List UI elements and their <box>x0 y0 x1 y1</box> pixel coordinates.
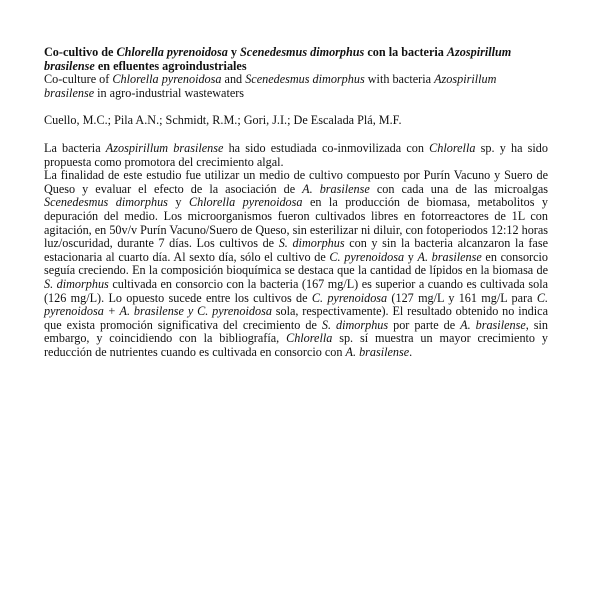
authors-line: Cuello, M.C.; Pila A.N.; Schmidt, R.M.; Gori, J.I.; De Escalada Plá, M.F. <box>44 113 402 128</box>
spacer <box>44 100 548 114</box>
title-spanish: Co-cultivo de Chlorella pyrenoidosa y Scenedesmus dimorphus con la bacteria Azospirillum brasilense en efluentes agroindustriales <box>44 45 512 73</box>
document-page <box>44 46 548 359</box>
abstract-paragraph-2: La finalidad de este estudio fue utilizar un medio de cultivo compuesto por Purín Vacuno y Suero de Queso y evaluar el efecto de la asociación de A. brasilense con cada una de las microalgas Scenedesmus dimorphus y Chlorella pyrenoidosa en la producción de biomasa, metabolitos y depuración del medio. Los microorganismos fueron cultivados libres en fotorreactores de 1L con agitación, en 50v/v Purín Vacuno/Suero de Queso, sin esterilizar ni diluir, con fotoperiodos 12:12 horas luz/oscuridad, durante 7 días. Los cultivos de S. dimorphus con y sin la bacteria alcanzaron la fase estacionaria al cuarto día. Al sexto día, sólo el cultivo de C. pyrenoidosa y A. brasilense en consorcio seguía creciendo. En la composición bioquímica se destaca que la cantidad de lípidos en la biomasa de S. dimorphus cultivada en consorcio con la bacteria (167 mg/L) es superior a cuando es cultivada sola (126 mg/L). Lo opuesto sucede entre los cultivos de C. pyrenoidosa (127 mg/L y 161 mg/L para C. pyrenoidosa + A. brasilense y C. pyrenoidosa sola, respectivamente). El resultado obtenido no indica que exista promoción significativa del crecimiento de S. dimorphus por parte de A. brasilense, sin embargo, y coincidiendo con la bibliografía, Chlorella sp. sí muestra un mayor crecimiento y reducción de nutrientes cuando es cultivada en consorcio con A. brasilense. <box>44 168 549 359</box>
title-english: Co-culture of Chlorella pyrenoidosa and Scenedesmus dimorphus with bacteria Azospirillum brasilense in agro-industrial wastewaters <box>44 72 497 100</box>
abstract <box>44 142 548 360</box>
abstract-paragraph-1: La bacteria Azospirillum brasilense ha sido estudiada co-inmovilizada con Chlorella sp. y ha sido propuesta como promotora del crecimiento algal. <box>44 140 548 169</box>
spacer <box>44 128 548 142</box>
